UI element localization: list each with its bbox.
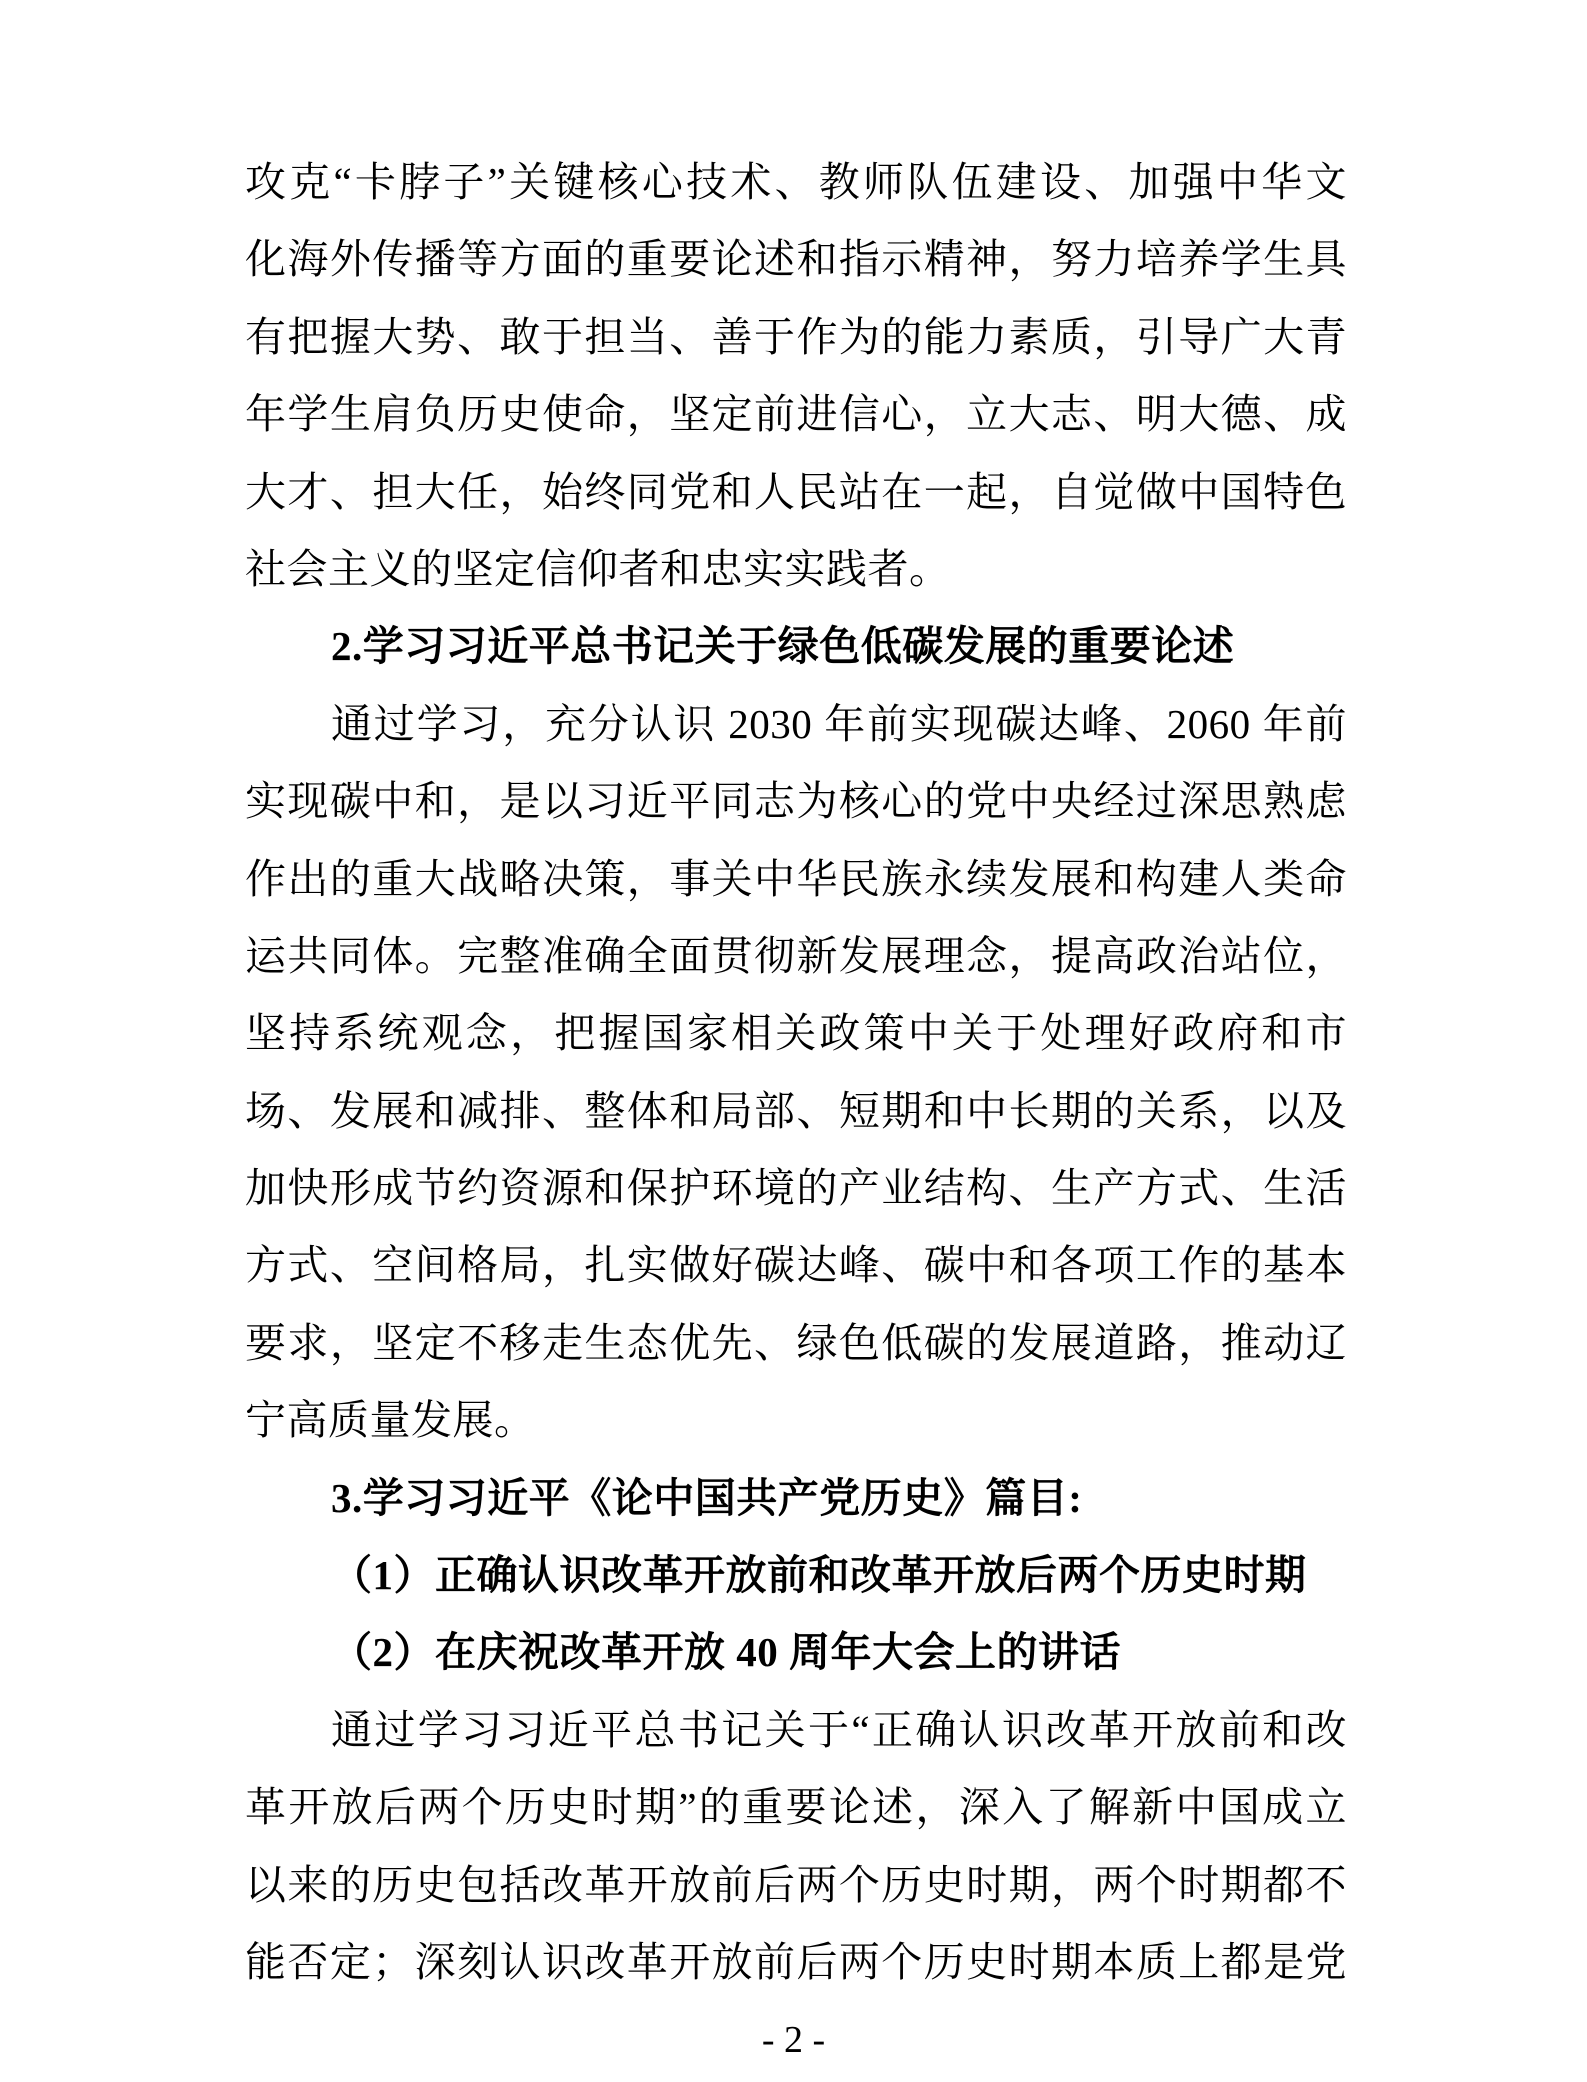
- text-line: 化海外传播等方面的重要论述和指示精神，努力培养学生具: [245, 236, 1347, 283]
- text-line: 宁高质量发展。: [245, 1397, 536, 1444]
- text-line: 有把握大势、敢于担当、善于作为的能力素质，引导广大青: [245, 313, 1347, 360]
- heading-line: 3.学习习近平《论中国共产党历史》篇目:: [331, 1474, 1083, 1521]
- text-line: 社会主义的坚定信仰者和忠实实践者。: [245, 545, 951, 592]
- text-line: 攻克“卡脖子”关键核心技术、教师队伍建设、加强中华文: [245, 159, 1347, 205]
- text-line: 通过学习习近平总书记关于“正确认识改革开放前和改: [331, 1706, 1347, 1753]
- text-line: 大才、担大任，始终同党和人民站在一起，自觉做中国特色: [245, 468, 1347, 515]
- text-line: 加快形成节约资源和保护环境的产业结构、生产方式、生活: [245, 1165, 1347, 1212]
- heading-line: （1）正确认识改革开放前和改革开放后两个历史时期: [331, 1552, 1307, 1599]
- text-line: 坚持系统观念，把握国家相关政策中关于处理好政府和市: [245, 1010, 1347, 1057]
- text-line: 能否定；深刻认识改革开放前后两个历史时期本质上都是党: [245, 1938, 1347, 1985]
- text-line: 年学生肩负历史使命，坚定前进信心，立大志、明大德、成: [245, 391, 1347, 438]
- text-line: 革开放后两个历史时期”的重要论述，深入了解新中国成立: [245, 1784, 1347, 1831]
- text-line: 方式、空间格局，扎实做好碳达峰、碳中和各项工作的基本: [245, 1242, 1347, 1289]
- text-line: 作出的重大战略决策，事关中华民族永续发展和构建人类命: [245, 855, 1347, 902]
- text-lines: [245, 144, 1347, 2001]
- heading-line: （2）在庆祝改革开放 40 周年大会上的讲话: [331, 1629, 1121, 1676]
- heading-line: 2.学习习近平总书记关于绿色低碳发展的重要论述: [331, 623, 1235, 670]
- text-line: 场、发展和减排、整体和局部、短期和中长期的关系，以及: [245, 1087, 1347, 1134]
- text-line: 以来的历史包括改革开放前后两个历史时期，两个时期都不: [245, 1861, 1347, 1908]
- text-line: 要求，坚定不移走生态优先、绿色低碳的发展道路，推动辽: [245, 1319, 1347, 1366]
- text-line: 运共同体。完整准确全面贯彻新发展理念，提高政治站位，: [245, 932, 1347, 979]
- text-line: 通过学习，充分认识 2030 年前实现碳达峰、2060 年前: [331, 700, 1347, 747]
- text-line: 实现碳中和，是以习近平同志为核心的党中央经过深思熟虑: [245, 778, 1347, 825]
- page-number: - 2 -: [761, 2019, 826, 2061]
